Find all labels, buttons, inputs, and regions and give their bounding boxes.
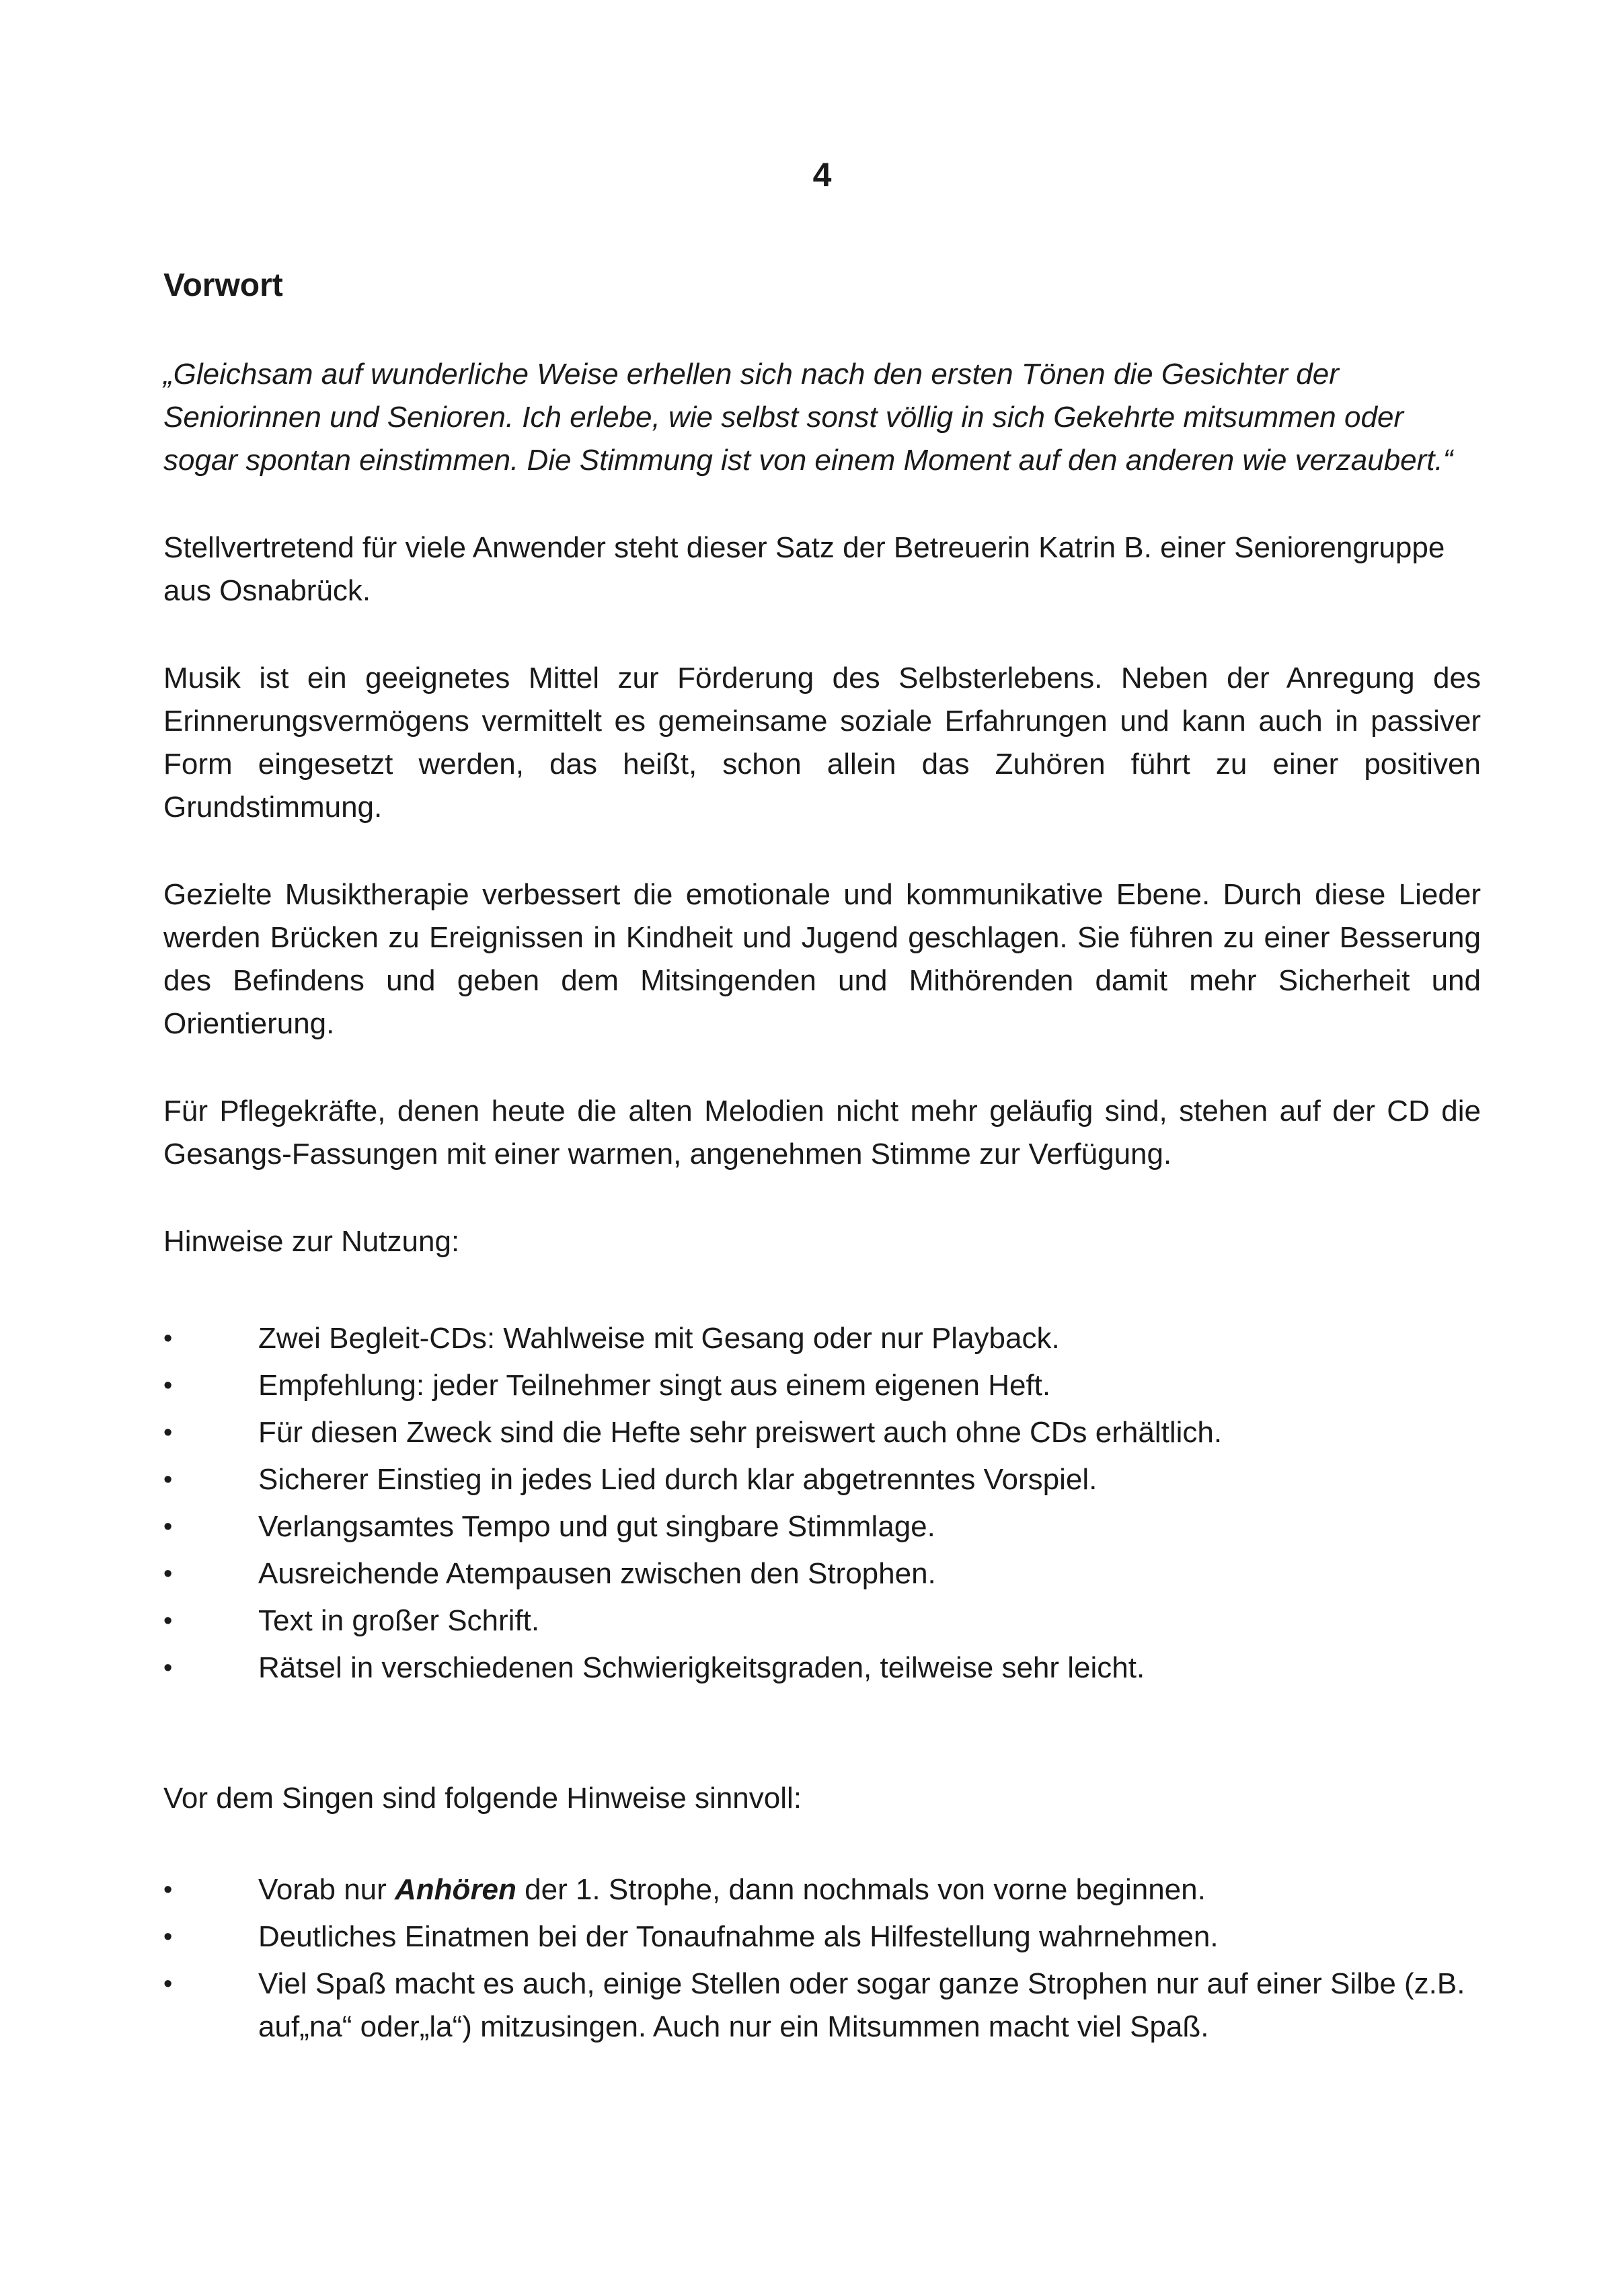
list-item: • Text in großer Schrift. <box>163 1599 1481 1642</box>
list-item: • Sicherer Einstieg in jedes Lied durch klar abgetrenntes Vorspiel. <box>163 1458 1481 1501</box>
emphasized-word: Anhören <box>395 1873 516 1906</box>
list-item: • Zwei Begleit-CDs: Wahlweise mit Gesang oder nur Playback. <box>163 1317 1481 1360</box>
paragraph-attribution: Stellvertretend für viele Anwender steht dieser Satz der Betreuerin Katrin B. einer Seniorengruppe aus Osnabrück. <box>163 531 1445 607</box>
section-heading: Vorwort <box>163 268 283 303</box>
list-item-text-suffix: der 1. Strophe, dann nochmals von vorne beginnen. <box>516 1873 1206 1906</box>
list-item <box>163 1868 1481 1911</box>
list-item: • Deutliches Einatmen bei der Tonaufnahme als Hilfestellung wahrnehmen. <box>163 1915 1481 1958</box>
paragraph-music-benefits: Musik ist ein geeignetes Mittel zur Förderung des Selbsterlebens. Neben der Anregung des Erinnerungsvermögens vermittelt es gemeinsame soziale Erfahrungen und kann auch in passiver Form eingesetzt werden, das heißt, schon allein das Zuhören führt zu einer positiven Grundstimmung. <box>163 662 1481 824</box>
singing-hints-list <box>163 1868 1481 2049</box>
usage-hints-list <box>163 1317 1481 1690</box>
usage-hints-heading: Hinweise zur Nutzung: <box>163 1225 460 1258</box>
list-item: • Empfehlung: jeder Teilnehmer singt aus einem eigenen Heft. <box>163 1364 1481 1407</box>
list-item: • Für diesen Zweck sind die Hefte sehr preiswert auch ohne CDs erhältlich. <box>163 1411 1481 1454</box>
list-item: • Rätsel in verschiedenen Schwierigkeitsgraden, teilweise sehr leicht. <box>163 1647 1481 1690</box>
paragraph-music-therapy: Gezielte Musiktherapie verbessert die emotionale und kommunikative Ebene. Durch diese Lieder werden Brücken zu Ereignissen in Kindheit und Jugend geschlagen. Sie führen zu einer Besserung des Befindens und geben dem Mitsingenden und Mithörenden damit mehr Sicherheit und Orientierung. <box>163 878 1481 1040</box>
list-item: • Verlangsamtes Tempo und gut singbare Stimmlage. <box>163 1505 1481 1548</box>
opening-quote-paragraph: „Gleichsam auf wunderliche Weise erhellen sich nach den ersten Tönen die Gesichter der Seniorinnen und Senioren. Ich erlebe, wie selbst sonst völlig in sich Gekehrte mitsummen oder sogar spontan einstimmen. Die Stimmung ist von einem Moment auf den anderen wie verzaubert.“ <box>163 358 1453 477</box>
list-item: • Ausreichende Atempausen zwischen den Strophen. <box>163 1552 1481 1595</box>
list-item: • Viel Spaß macht es auch, einige Stellen oder sogar ganze Strophen nur auf einer Silbe (z.B. auf„na“ oder„la“) mitzusingen. Auch nur ein Mitsummen macht viel Spaß. <box>163 1963 1481 2049</box>
page-number: 4 <box>812 156 832 194</box>
singing-hints-heading: Vor dem Singen sind folgende Hinweise sinnvoll: <box>163 1782 802 1815</box>
list-item-text-prefix: Vorab nur <box>258 1873 395 1906</box>
paragraph-caregivers: Für Pflegekräfte, denen heute die alten Melodien nicht mehr geläufig sind, stehen auf der CD die Gesangs-Fassungen mit einer warmen, angenehmen Stimme zur Verfügung. <box>163 1095 1481 1171</box>
